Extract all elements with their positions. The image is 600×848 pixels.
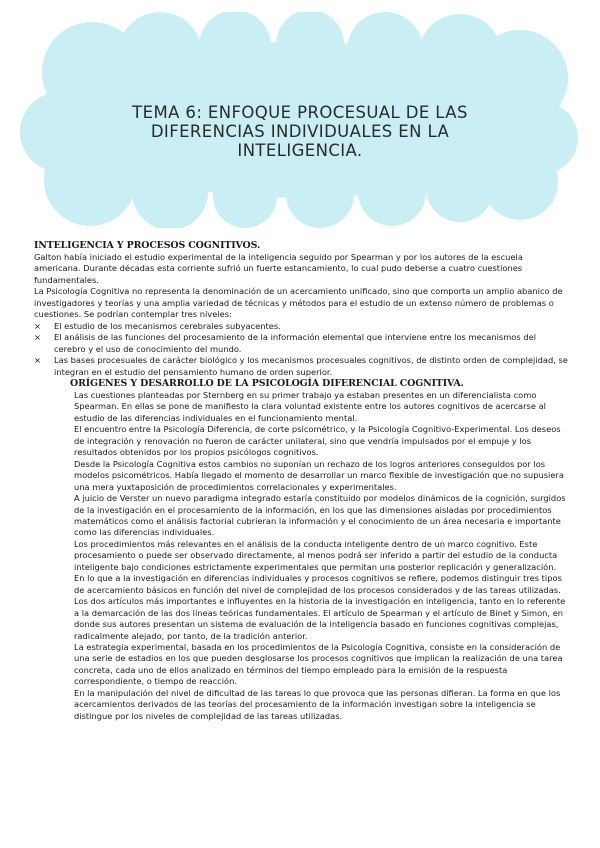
bullet-icon: × <box>34 320 41 331</box>
section2 <box>34 378 569 722</box>
section-heading-origenes: ORÍGENES Y DESARROLLO DE LA PSICOLOGÍA DIFERENCIAL COGNITIVA. <box>70 377 464 389</box>
section2-body <box>70 390 569 722</box>
section2-paragraph: En lo que a la investigación en diferencias individuales y procesos cognitivos se refiere, podemos distinguir tres tipos de acercamiento básicos en función del nivel de complejidad de los procesos considerados y de las tareas utilizadas. <box>74 573 562 595</box>
list-item: × El estudio de los mecanismos cerebrales subyacentes. <box>34 320 281 331</box>
list-item: × Las bases procesuales de carácter biológico y los mecanismos procesuales cognitivos, de distinto orden de complejidad, se integran en el estudio del pensamiento humano de orden superior. <box>34 355 568 377</box>
bullet-icon: × <box>34 355 41 366</box>
section2-paragraph: Los procedimientos más relevantes en el análisis de la conducta inteligente dentro de un marco cognitivo. Este procesamiento o puede ser observado directamente, al menos podrá ser inferido a partir del estudio de la conducta inteligente bajo condiciones estrictamente experimentales que permitan una posterior replicación y generalización. <box>74 538 558 572</box>
section2-paragraph: Las cuestiones planteadas por Sternberg en su primer trabajo ya estaban presentes en un diferencialista como Spearman. En ellas se pone de manifiesto la clara voluntad existente entre los autores cognitivos de acercarse al estudio de las diferencias individuales en el funcionamiento mental. <box>74 389 546 423</box>
levels-list <box>34 321 569 378</box>
document-body <box>34 240 569 722</box>
section2-paragraph: Desde la Psicología Cognitiva estos cambios no suponían un rechazo de los logros anteriores conseguidos por los modelos psicométricos. Había llegado el momento de desarrollar un marco flexible de investigación que no supusiera una mera yuxtaposición de procedimientos correlacionales y experimentales. <box>74 458 564 492</box>
page-title <box>95 103 505 160</box>
section2-paragraph: Los dos artículos más importantes e influyentes en la historia de la investigación en inteligencia, tanto en lo referente a la demarcación de las dos líneas teóricas fundamentales. El artículo de Spearman y el artículo de Binet y Simon, en donde sus autores presentan un sistema de evaluación de la inteligencia basado en funciones cognitivas complejas, radicalmente alejado, por tanto, de la tradición anterior. <box>74 596 566 641</box>
section2-paragraph: A juicio de Verster un nuevo paradigma integrado estaría constituido por modelos dinámicos de la cognición, surgidos de la investigación en el procesamiento de la información, en los que las dimensiones aisladas por procedimientos matemáticos como el análisis factorial cubrieran la información y el conocimiento de un área necesaria e importante como las diferencias individuales. <box>74 493 566 538</box>
section-heading-inteligencia: INTELIGENCIA Y PROCESOS COGNITIVOS. <box>34 240 261 251</box>
list-item: × El análisis de las funciones del procesamiento de la información elemental que interviene entre los mecanismos del cerebro y el uso de conocimiento del mundo. <box>34 332 537 354</box>
section1-paragraph-1: Galton había iniciado el estudio experimental de la inteligencia seguido por Spearman y por los autores de la escuela americana. Durante décadas esta corriente sufrió un fuerte estancamiento, lo cual pudo deberse a cuatro cuestiones fundamentales. <box>34 252 523 285</box>
section2-paragraph: En la manipulación del nivel de dificultad de las tareas lo que provoca que las personas difieran. La forma en que los acercamientos derivados de las teorías del procesamiento de la información investigan sobre la inteligencia se distingue por los niveles de complejidad de las tareas utilizadas. <box>74 687 561 721</box>
title-line-2: DIFERENCIAS INDIVIDUALES EN LA <box>150 122 450 142</box>
bullet-icon: × <box>34 332 41 343</box>
title-line-3: INTELIGENCIA. <box>237 141 363 161</box>
section1-paragraph-2: La Psicología Cognitiva no representa la denominación de un acercamiento unificado, sino que comporta un amplio abanico de investigadores y teorías y una amplia variedad de técnicas y métodos para el estudio de un extenso número de problemas o cuestiones. Se podrían contemplar tres niveles: <box>34 286 563 320</box>
title-line-1: TEMA 6: ENFOQUE PROCESUAL DE LAS <box>132 103 468 123</box>
section2-paragraph: La estrategia experimental, basada en los procedimientos de la Psicología Cognitiva, consiste en la consideración de una serie de estadios en los que pueden desglosarse los procesos cognitivos que implican la realización de una tarea concreta, cada uno de ellos analizado en términos del tiempo empleado para la emisión de la respuesta correspondiente, o tiempo de reacción. <box>74 641 563 687</box>
section2-paragraph: El encuentro entre la Psicología Diferencia, de corte psicométrico, y la Psicología Cognitivo-Experimental. Los deseos de integración y renovación no fueron de carácter unilateral, sino que vendría impulsados por el empuje y los resultados obtenidos por los propios psicólogos cognitivos. <box>74 424 561 458</box>
